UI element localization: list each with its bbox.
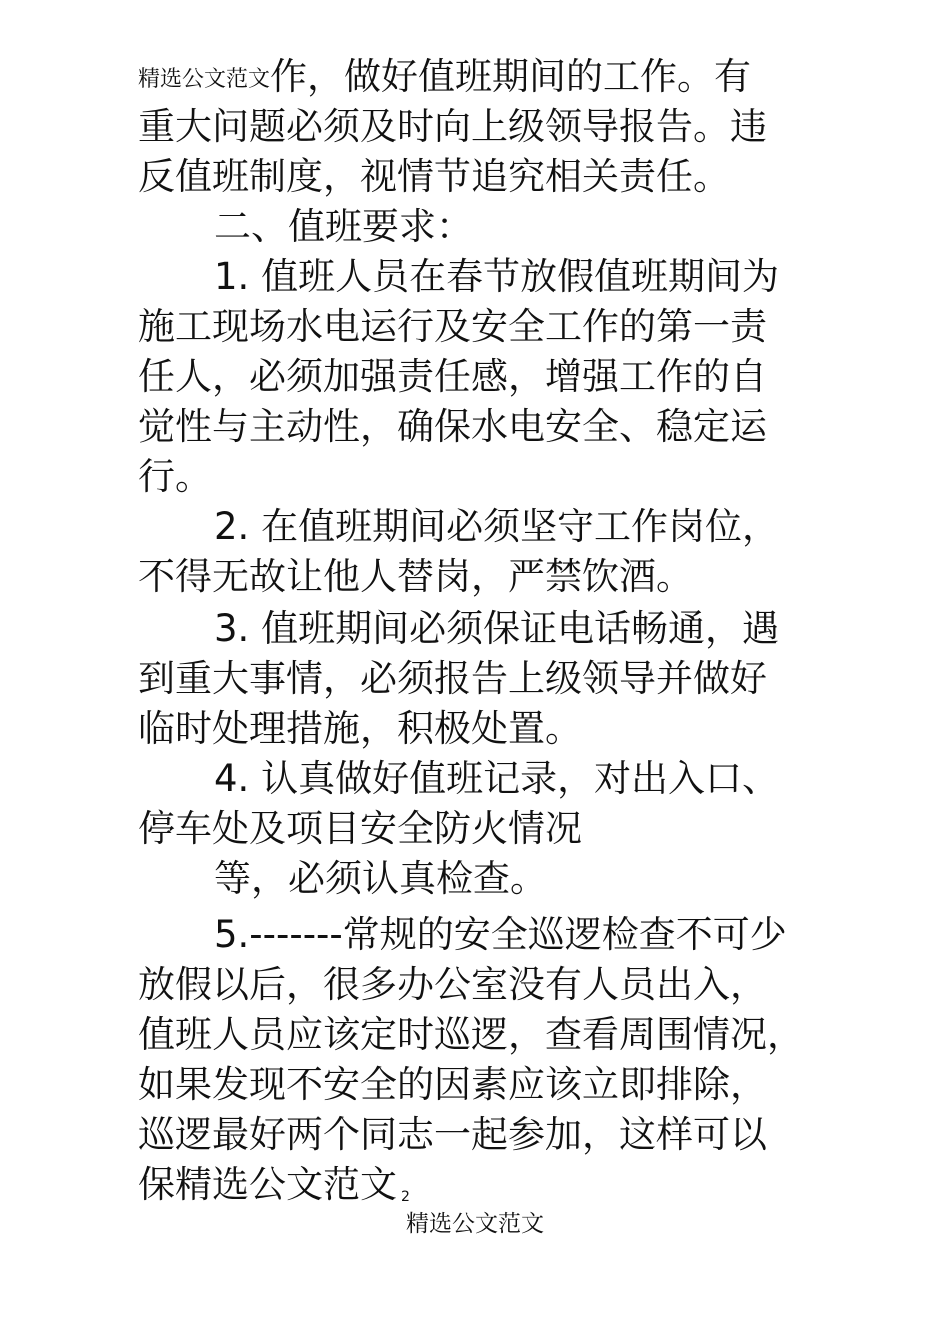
body-line: 行。 [138, 455, 212, 498]
body-line: 任人，必须加强责任感，增强工作的自 [138, 355, 767, 398]
body-line: 值班人员应该定时巡逻，查看周围情况， [138, 1013, 804, 1056]
body-line: 放假以后，很多办公室没有人员出入， [138, 963, 767, 1006]
body-line: 巡逻最好两个同志一起参加，这样可以 [138, 1113, 767, 1156]
body-line: 临时处理措施，积极处置。 [138, 707, 582, 750]
list-item-2: 2. 在值班期间必须坚守工作岗位， [214, 505, 780, 548]
body-line: 停车处及项目安全防火情况 [138, 807, 582, 850]
body-line: 等，必须认真检查。 [214, 857, 547, 900]
list-item-5: 5.-------常规的安全巡逻检查不可少 [214, 913, 787, 956]
body-line: 到重大事情，必须报告上级领导并做好 [138, 657, 767, 700]
line-text: 保精选公文范文 [138, 1163, 397, 1206]
body-line: 如果发现不安全的因素应该立即排除， [138, 1063, 767, 1106]
section-heading: 二、值班要求： [214, 205, 473, 248]
list-item-1: 1. 值班人员在春节放假值班期间为 [214, 255, 780, 298]
body-line: 不得无故让他人替岗，严禁饮酒。 [138, 555, 693, 598]
list-item-4: 4. 认真做好值班记录，对出入口、 [214, 757, 780, 800]
page-number: 2 [401, 1189, 410, 1205]
body-line [138, 52, 751, 102]
body-line: 反值班制度，视情节追究相关责任。 [138, 155, 730, 198]
body-line: 施工现场水电运行及安全工作的第一责 [138, 305, 767, 348]
body-line: 觉性与主动性，确保水电安全、稳定运 [138, 405, 767, 448]
body-line [138, 1160, 410, 1210]
header-label: 精选公文范文 [138, 67, 271, 92]
page-footer: 精选公文范文 [406, 1211, 544, 1237]
line-text: 作，做好值班期间的工作。有 [270, 55, 752, 98]
body-line: 重大问题必须及时向上级领导报告。违 [138, 105, 767, 148]
list-item-3: 3. 值班期间必须保证电话畅通，遇 [214, 607, 780, 650]
